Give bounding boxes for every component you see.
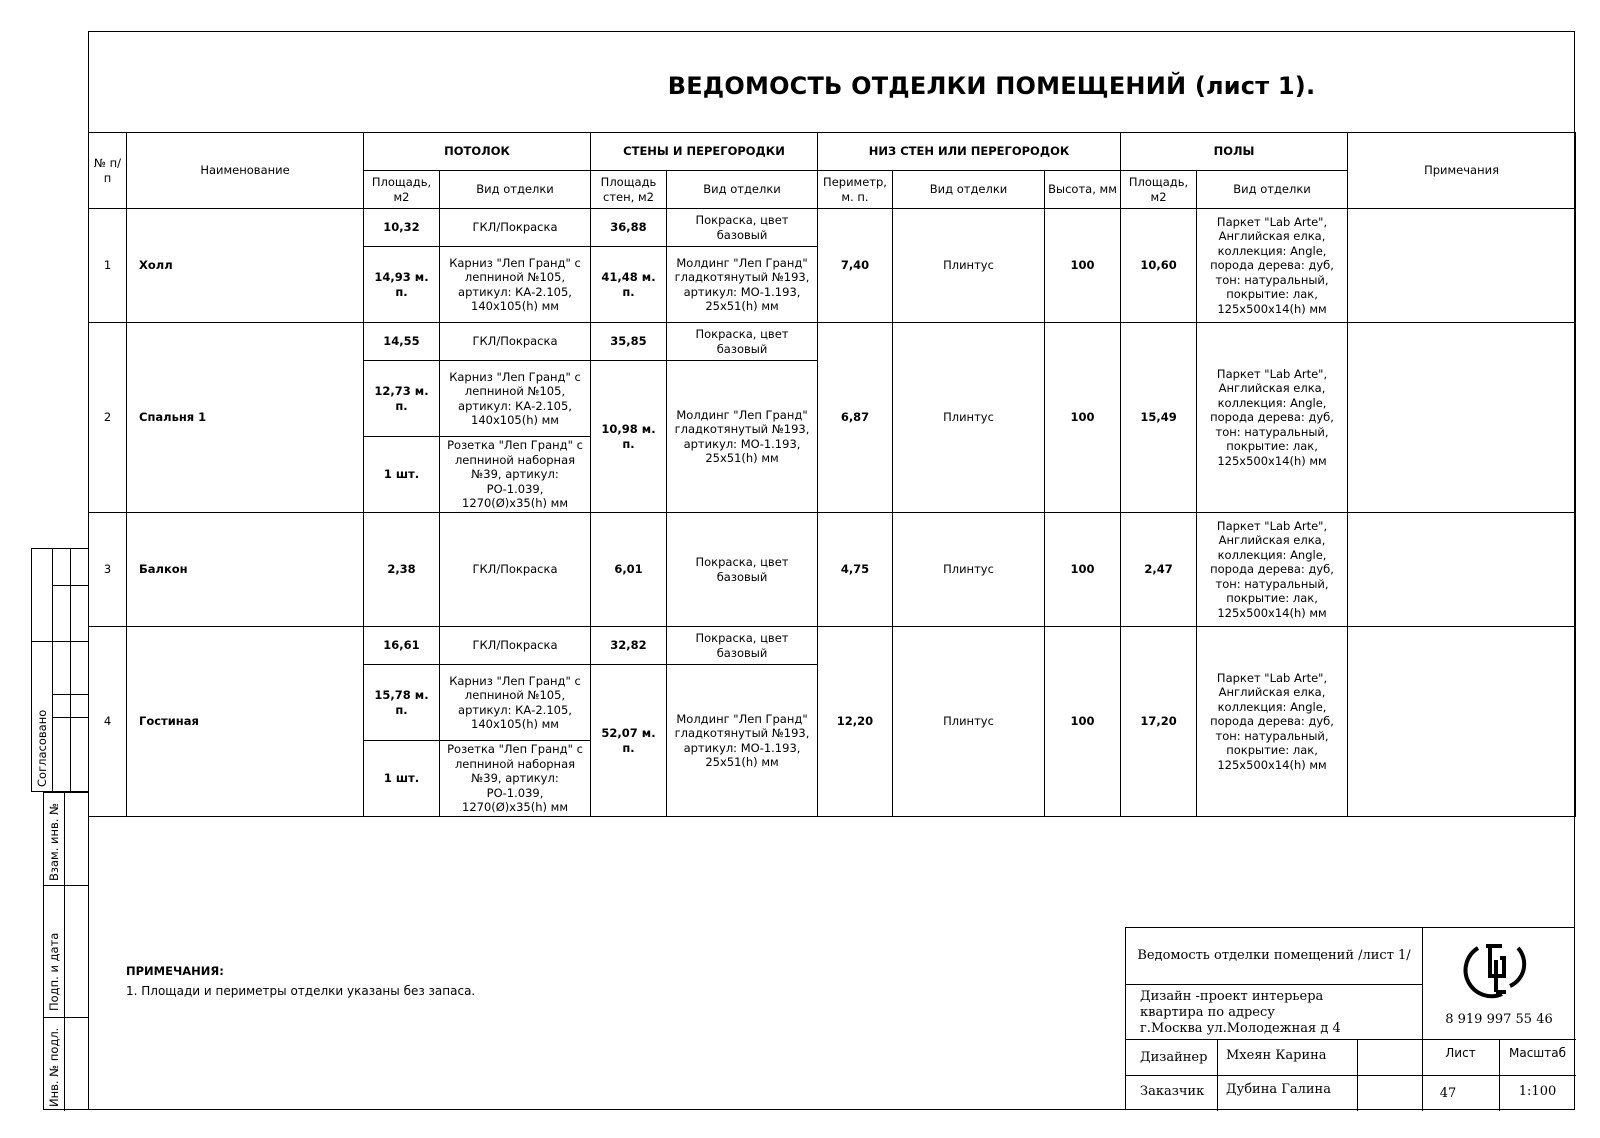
- floor-area: 15,49: [1121, 323, 1197, 513]
- ceiling-finish: ГКЛ/Покраска: [440, 209, 591, 247]
- floor-area: 17,20: [1121, 627, 1197, 817]
- studio-logo-icon: [1460, 936, 1544, 1002]
- floor-area-header: Площадь, м2: [1121, 171, 1197, 209]
- designer-name: Мхеян Карина: [1226, 1048, 1327, 1063]
- room-name: Гостиная: [127, 627, 364, 817]
- ceiling-finish-header: Вид отделки: [440, 171, 591, 209]
- height: 100: [1045, 323, 1121, 513]
- cornice-length: 15,78 м. п.: [364, 665, 440, 741]
- molding-finish: Молдинг "Леп Гранд" гладкотянутый №193, артикул: МО-1.193, 25x51(h) мм: [667, 665, 818, 817]
- molding-length: 52,07 м. п.: [591, 665, 667, 817]
- molding-finish: Молдинг "Леп Гранд" гладкотянутый №193, артикул: МО-1.193, 25x51(h) мм: [667, 247, 818, 323]
- perimeter: 4,75: [818, 513, 893, 627]
- notes-item: 1. Площади и периметры отделки указаны без запаса.: [126, 984, 476, 998]
- ceiling-area: 16,61: [364, 627, 440, 665]
- walls-area-header: Площадь стен, м2: [591, 171, 667, 209]
- walls-finish: Покраска, цвет базовый: [667, 627, 818, 665]
- molding-length: 10,98 м. п.: [591, 361, 667, 513]
- scale-value: 1:100: [1518, 1084, 1557, 1099]
- ceiling-finish: ГКЛ/Покраска: [440, 513, 591, 627]
- sign-date-label: Подп. и дата: [47, 932, 61, 1011]
- height: 100: [1045, 513, 1121, 627]
- table-row: [89, 209, 1576, 247]
- perimeter: 12,20: [818, 627, 893, 817]
- room-num: 2: [89, 323, 127, 513]
- molding-finish: Молдинг "Леп Гранд" гладкотянутый №193, артикул: МО-1.193, 25x51(h) мм: [667, 361, 818, 513]
- ceiling-finish: ГКЛ/Покраска: [440, 627, 591, 665]
- col-notes-header: Примечания: [1348, 133, 1576, 209]
- room-num: 3: [89, 513, 127, 627]
- project-line-3: г.Москва ул.Молодежная д 4: [1140, 1021, 1341, 1036]
- height: 100: [1045, 627, 1121, 817]
- cornice-finish: Карниз "Леп Гранд" с лепниной №105, артикул: КА-2.105, 140x105(h) мм: [440, 361, 591, 437]
- finish-schedule-table: [88, 132, 1576, 817]
- ceiling-area: 14,55: [364, 323, 440, 361]
- floor-finish-header: Вид отделки: [1197, 171, 1348, 209]
- title-block: [1125, 927, 1575, 1110]
- sheet-title: Ведомость отделки помещений /лист 1/: [1137, 948, 1411, 963]
- perimeter: 7,40: [818, 209, 893, 323]
- table-row: [89, 627, 1576, 665]
- room-name: Балкон: [127, 513, 364, 627]
- cornice-length: 12,73 м. п.: [364, 361, 440, 437]
- room-name: Холл: [127, 209, 364, 323]
- room-name: Спальня 1: [127, 323, 364, 513]
- rosette-count: 1 шт.: [364, 437, 440, 513]
- walls-area: 35,85: [591, 323, 667, 361]
- perimeter: 6,87: [818, 323, 893, 513]
- inv-label: Инв. № подл.: [47, 1027, 61, 1107]
- bottom-finish: Плинтус: [893, 513, 1045, 627]
- height: 100: [1045, 209, 1121, 323]
- signature-strip: [43, 792, 88, 1110]
- floor-finish: Паркет "Lab Arte", Английская елка, коллекция: Angle, порода дерева: дуб, тон: натуральный, покрытие: лак, 125x500x14(h) мм: [1197, 627, 1348, 817]
- cornice-length: 14,93 м. п.: [364, 247, 440, 323]
- room-notes: [1348, 513, 1576, 627]
- agreed-label: Согласовано: [35, 709, 49, 787]
- cornice-finish: Карниз "Леп Гранд" с лепниной №105, артикул: КА-2.105, 140x105(h) мм: [440, 665, 591, 741]
- project-line-1: Дизайн -проект интерьера: [1140, 989, 1324, 1004]
- floor-area: 2,47: [1121, 513, 1197, 627]
- molding-length: 41,48 м. п.: [591, 247, 667, 323]
- room-num: 1: [89, 209, 127, 323]
- room-notes: [1348, 627, 1576, 817]
- col-num-header: № п/п: [89, 133, 127, 209]
- scale-label: Масштаб: [1508, 1046, 1567, 1060]
- room-notes: [1348, 323, 1576, 513]
- ceiling-area-header: Площадь, м2: [364, 171, 440, 209]
- walls-area: 36,88: [591, 209, 667, 247]
- table-row: [89, 513, 1576, 627]
- height-header: Высота, мм: [1045, 171, 1121, 209]
- studio-phone: 8 919 997 55 46: [1445, 1012, 1553, 1027]
- walls-area: 6,01: [591, 513, 667, 627]
- walls-finish-header: Вид отделки: [667, 171, 818, 209]
- cornice-finish: Карниз "Леп Гранд" с лепниной №105, артикул: КА-2.105, 140x105(h) мм: [440, 247, 591, 323]
- bottom-finish-header: Вид отделки: [893, 171, 1045, 209]
- rosette-finish: Розетка "Леп Гранд" с лепниной наборная №39, артикул: РО-1.039, 1270(Ø)x35(h) мм: [440, 437, 591, 513]
- sheet-label: Лист: [1445, 1046, 1476, 1060]
- replace-inv-label: Взам. инв. №: [47, 802, 61, 881]
- walls-finish: Покраска, цвет базовый: [667, 209, 818, 247]
- walls-group-header: СТЕНЫ И ПЕРЕГОРОДКИ: [591, 133, 818, 171]
- ceiling-area: 2,38: [364, 513, 440, 627]
- project-line-2: квартира по адресу: [1140, 1005, 1275, 1020]
- walls-area: 32,82: [591, 627, 667, 665]
- floor-finish: Паркет "Lab Arte", Английская елка, коллекция: Angle, порода дерева: дуб, тон: натуральный, покрытие: лак, 125x500x14(h) мм: [1197, 209, 1348, 323]
- floor-area: 10,60: [1121, 209, 1197, 323]
- room-num: 4: [89, 627, 127, 817]
- page-title: ВЕДОМОСТЬ ОТДЕЛКИ ПОМЕЩЕНИЙ (лист 1).: [667, 72, 1316, 100]
- table-row: [89, 323, 1576, 361]
- bottom-finish: Плинтус: [893, 323, 1045, 513]
- ceiling-finish: ГКЛ/Покраска: [440, 323, 591, 361]
- header-row-1: [89, 133, 1576, 171]
- rosette-finish: Розетка "Леп Гранд" с лепниной наборная №39, артикул: РО-1.039, 1270(Ø)x35(h) мм: [440, 741, 591, 817]
- floor-finish: Паркет "Lab Arte", Английская елка, коллекция: Angle, порода дерева: дуб, тон: натуральный, покрытие: лак, 125x500x14(h) мм: [1197, 323, 1348, 513]
- walls-finish: Покраска, цвет базовый: [667, 323, 818, 361]
- perimeter-header: Периметр, м. п.: [818, 171, 893, 209]
- rosette-count: 1 шт.: [364, 741, 440, 817]
- bottom-finish: Плинтус: [893, 627, 1045, 817]
- floor-finish: Паркет "Lab Arte", Английская елка, коллекция: Angle, порода дерева: дуб, тон: натуральный, покрытие: лак, 125x500x14(h) мм: [1197, 513, 1348, 627]
- walls-finish: Покраска, цвет базовый: [667, 513, 818, 627]
- col-name-header: Наименование: [127, 133, 364, 209]
- ceiling-group-header: ПОТОЛОК: [364, 133, 591, 171]
- agreed-block: [31, 548, 88, 792]
- bottom-group-header: НИЗ СТЕН ИЛИ ПЕРЕГОРОДОК: [818, 133, 1121, 171]
- sheet-number: 47: [1439, 1086, 1457, 1101]
- floors-group-header: ПОЛЫ: [1121, 133, 1348, 171]
- designer-label: Дизайнер: [1140, 1050, 1208, 1065]
- notes-title: ПРИМЕЧАНИЯ:: [126, 964, 224, 978]
- ceiling-area: 10,32: [364, 209, 440, 247]
- bottom-finish: Плинтус: [893, 209, 1045, 323]
- room-notes: [1348, 209, 1576, 323]
- client-label: Заказчик: [1140, 1084, 1205, 1099]
- client-name: Дубина Галина: [1226, 1082, 1331, 1097]
